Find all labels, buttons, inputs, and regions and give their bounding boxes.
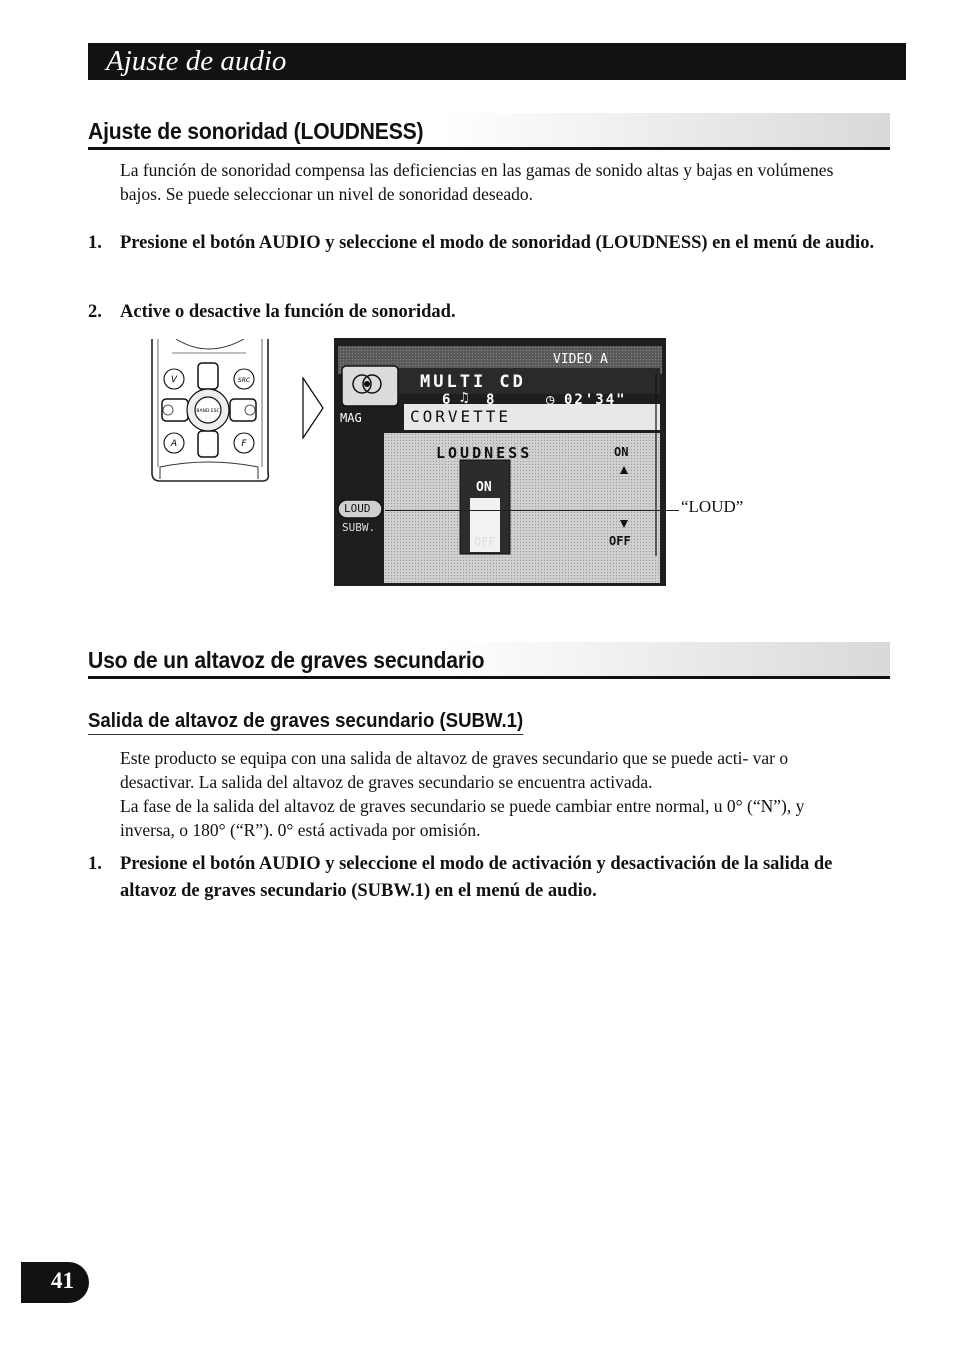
section-heading-text: Uso de un altavoz de graves secundario [88,647,485,673]
loudness-step-2 [88,299,878,326]
subwoofer-step-1 [88,851,878,905]
loudness-step-1 [88,230,878,257]
section-heading-loudness [88,113,890,150]
callout-leader-line [385,510,679,511]
remote-label-f: F [241,439,247,449]
page-number: 41 [51,1268,74,1293]
screen-side-subw: SUBW. [342,521,376,534]
screen-right-off: OFF [609,534,631,548]
chapter-title: Ajuste de audio [106,45,287,77]
screen-right-on: ON [614,445,629,459]
remote-control-illustration [146,339,270,482]
music-note-icon: ♫ [460,390,469,406]
remote-label-src: SRC [237,377,251,384]
step-text: Active o desactive la función de sonoridad. [120,302,456,322]
step-text: Presione el botón AUDIO y seleccione el modo de activación y desactivación de la salida de altavoz de graves secundario (SUBW.1) en el menú de audio. [120,854,833,901]
clock-icon: ◷ [546,392,555,408]
step-number: 1. [88,854,102,874]
screen-toggle-off: OFF [474,535,496,549]
screen-track-number: 8 [486,392,495,408]
page-number-badge [21,1262,89,1303]
remote-label-v: V [170,375,178,385]
screen-menu-label: LOUDNESS [436,444,533,462]
remote-control-graphic [146,339,270,482]
loudness-intro-paragraph: La función de sonoridad compensa las deficiencias en las gamas de sonido altas y bajas en volúmenes bajos. Se puede seleccionar un nivel de sonoridad deseado. [120,160,834,204]
screen-toggle-on: ON [476,480,492,495]
screen-time: 02'34" [564,392,627,408]
screen-mag-label: MAG [340,411,362,425]
screen-title: CORVETTE [410,407,512,426]
step-number: 1. [88,233,102,253]
section-heading-subwoofer [88,642,890,679]
chapter-title-bar [88,43,906,80]
step-text: Presione el botón AUDIO y seleccione el modo de sonoridad (LOUDNESS) en el menú de audio. [120,233,875,253]
callout-label: “LOUD” [681,497,744,516]
remote-label-band: BAND ESC [196,409,220,414]
subwoofer-paragraph-2: La fase de la salida del altavoz de graves secundario se puede cambiar entre normal, u 0° (“N”), y inversa, o 180° (“R”). 0° está activada por omisión. [120,796,805,840]
display-screen-illustration [334,338,666,586]
screen-mode: MULTI CD [420,372,526,392]
screen-disc-number: 6 [442,392,451,408]
screen-source-indicator: VIDEO A [553,352,608,367]
pointer-arrow-icon [302,377,324,439]
section-heading-text: Ajuste de sonoridad (LOUDNESS) [88,118,424,144]
subsection-heading-subw1: Salida de altavoz de graves secundario (SUBW.1) [88,710,523,735]
subwoofer-paragraph-1: Este producto se equipa con una salida de altavoz de graves secundario que se puede acti- var o desactivar. La salida del altavoz de graves secundario se encuentra activada. [120,748,789,792]
screen-side-loud: LOUD [344,502,371,515]
step-number: 2. [88,302,102,322]
remote-label-a: A [170,439,178,449]
